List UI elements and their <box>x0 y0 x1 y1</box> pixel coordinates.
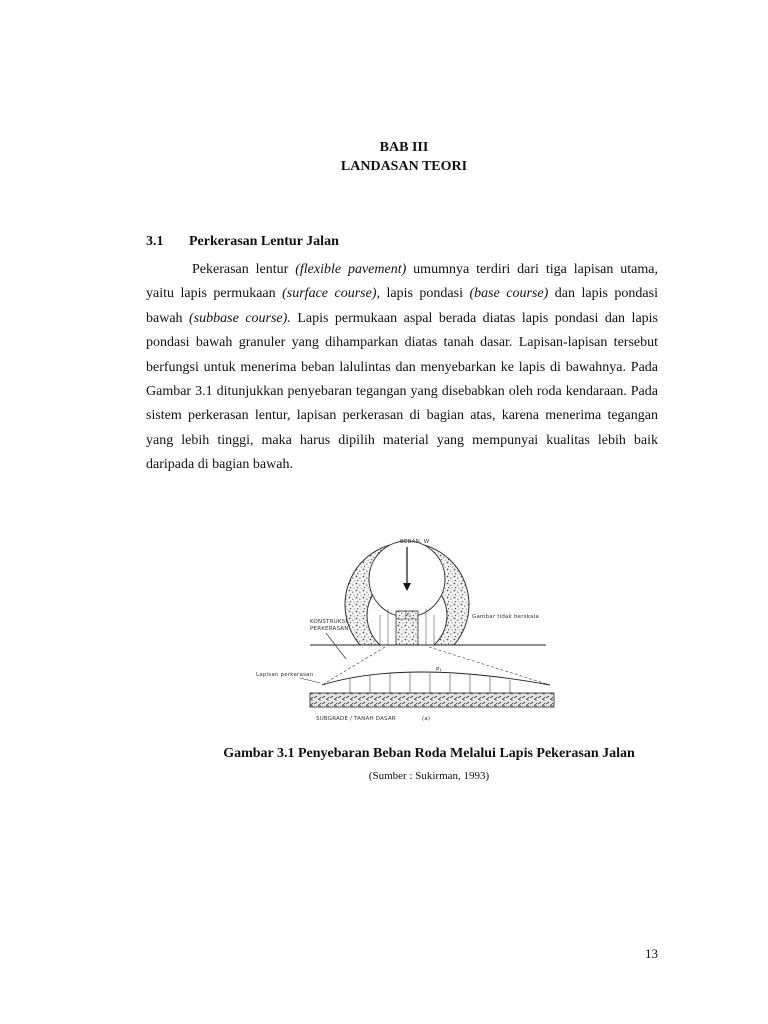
load-distribution-diagram <box>250 533 570 728</box>
construction-label-2: PERKERASAN <box>310 626 349 632</box>
chapter-number: BAB III <box>379 140 429 155</box>
subgrade-label: SUBGRADE / TANAH DASAR <box>316 716 396 722</box>
bulb-lines <box>350 672 510 693</box>
paragraph-term: (surface course), <box>282 286 380 302</box>
construction-arrow-icon <box>326 633 346 659</box>
paragraph-text: dan lapis pondasi bawah <box>146 286 658 326</box>
part-label: (a) <box>422 716 431 722</box>
construction-label-1: KONSTRUKSI <box>310 619 348 625</box>
page-number: 13 <box>645 946 658 961</box>
paragraph-text: umumnya terdiri dari tiga lapisan utama, yaitu lapis permukaan <box>146 262 658 302</box>
section-heading <box>146 234 339 250</box>
figure-load-distribution <box>250 533 570 728</box>
paragraph-term: (base course) <box>469 286 549 302</box>
layer-label: Lapisan perkerasan <box>256 672 314 678</box>
p0-label: P₀ <box>405 613 411 619</box>
paragraph-term: (flexible pavement) <box>295 262 407 277</box>
figure-source: (Sumber : Sukirman, 1993) <box>368 770 490 782</box>
section-number: 3.1 <box>146 234 164 249</box>
scale-note: Gambar tidak berskala <box>472 614 539 620</box>
chapter-heading <box>0 138 768 176</box>
section-title: Perkerasan Lentur Jalan <box>189 234 339 249</box>
paragraph-text: lapis pondasi <box>379 286 470 302</box>
figure-caption: Gambar 3.1 Penyebaran Beban Roda Melalui Lapis Pekerasan Jalan <box>223 746 635 761</box>
chapter-title: LANDASAN TEORI <box>340 159 468 174</box>
paragraph-text: Lapis permukaan aspal berada diatas lapis pondasi dan lapis pondasi bawah granuler yang dihamparkan diatas tanah dasar. Lapisan-lapisan tersebut berfungsi untuk menerima beban lalulintas dan menyebarkan ke lapis di bawahnya. Pada Gambar 3.1 ditunjukkan penyebaran tegangan yang disebabkan oleh roda kendaraan. Pada sistem perkerasan lentur, lapisan perkerasan di bagian atas, karena menerima tegangan yang lebih tinggi, maka harus dipilih material yang mempunyai kualitas lebih baik daripada di bagian bawah. <box>146 310 658 473</box>
paragraph-text: Pekerasan lentur <box>192 262 296 277</box>
load-label: BEBAN, W <box>400 539 430 545</box>
body-paragraph <box>146 258 658 478</box>
paragraph-term: (subbase course). <box>189 310 291 326</box>
p1-label: P₁ <box>436 667 442 673</box>
layer-arrow-icon <box>300 678 320 683</box>
subgrade-band <box>310 693 554 707</box>
